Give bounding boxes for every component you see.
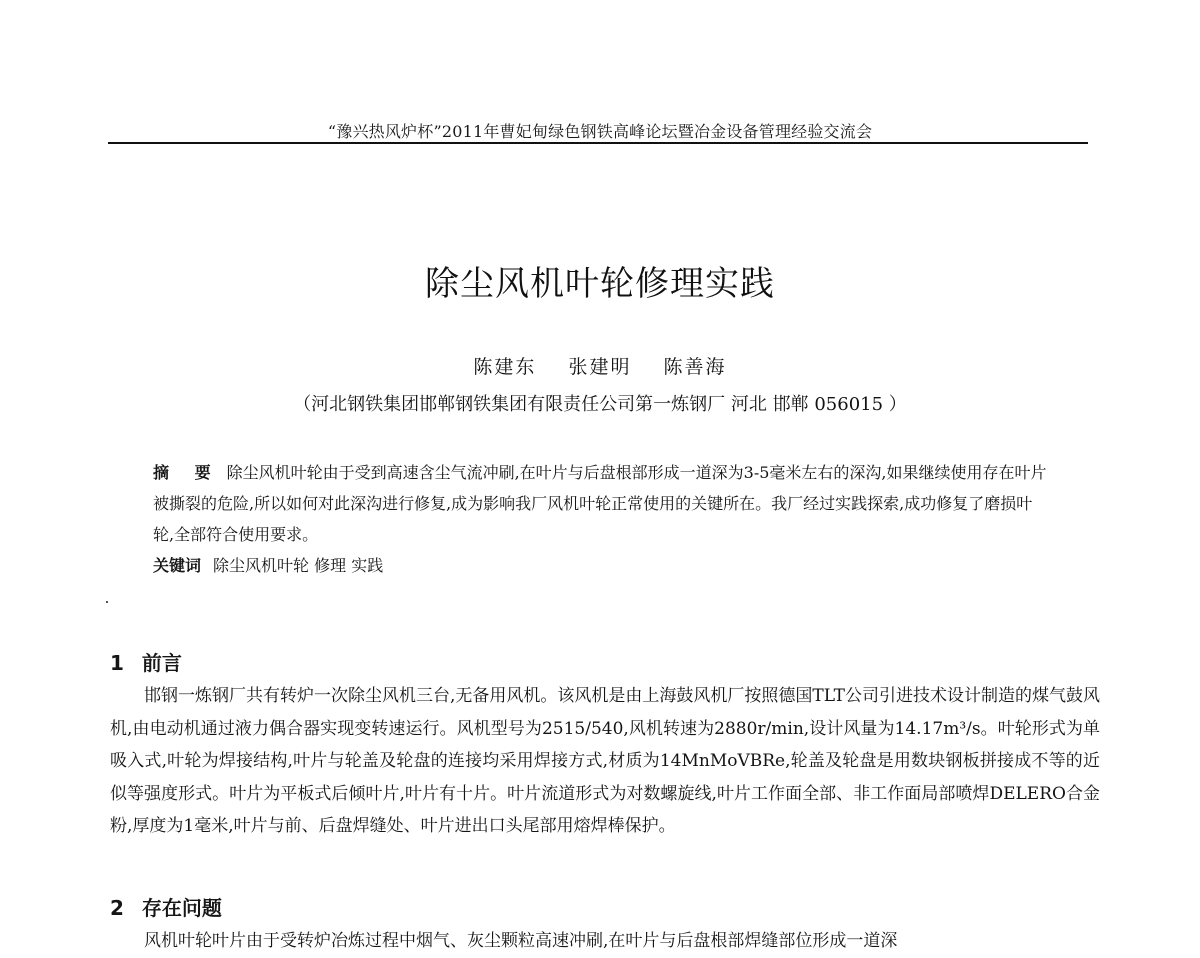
section-number: 2 — [110, 896, 124, 920]
section-number: 1 — [110, 651, 124, 675]
keywords-text: 除尘风机叶轮 修理 实践 — [213, 556, 384, 575]
section-title: 存在问题 — [141, 896, 222, 920]
abstract-block — [153, 457, 1053, 581]
header-rule — [108, 142, 1088, 144]
paper-title: 除尘风机叶轮修理实践 — [425, 264, 775, 304]
abstract-paragraph — [153, 457, 1053, 550]
author-list — [0, 352, 1200, 379]
keywords-line — [153, 550, 1053, 581]
scan-speck — [106, 601, 108, 603]
author-name: 陈善海 — [663, 356, 727, 378]
affiliation: （河北钢铁集团邯郸钢铁集团有限责任公司第一炼钢厂 河北 邯郸 056015 ） — [293, 394, 907, 415]
section-heading — [110, 646, 1100, 680]
section-title: 前言 — [141, 651, 182, 675]
running-header: “豫兴热风炉杯”2011年曹妃甸绿色钢铁高峰论坛暨冶金设备管理经验交流会 — [327, 122, 873, 141]
abstract-text: 除尘风机叶轮由于受到高速含尘气流冲刷,在叶片与后盘根部形成一道深为3-5毫米左右的深沟,如果继续使用存在叶片被撕裂的危险,所以如何对此深沟进行修复,成为影响我厂风机叶轮正常使用的关键所在。我厂经过实践探索,成功修复了磨损叶轮,全部符合使用要求。 — [153, 463, 1047, 544]
section-problem — [110, 891, 1100, 958]
abstract-label: 摘 要 — [153, 463, 221, 482]
keywords-label: 关键词 — [153, 556, 202, 575]
section-body: 邯钢一炼钢厂共有转炉一次除尘风机三台,无备用风机。该风机是由上海鼓风机厂按照德国TLT公司引进技术设计制造的煤气鼓风机,由电动机通过液力偶合器实现变转速运行。风机型号为2515/540,风机转速为2880r/min,设计风量为14.17m³/s。叶轮形式为单吸入式,叶轮为焊接结构,叶片与轮盖及轮盘的连接均采用焊接方式,材质为14MnMoVBRe,轮盖及轮盘是用数块钢板拼接成不等的近似等强度形式。叶片为平板式后倾叶片,叶片有十片。叶片流道形式为对数螺旋线,叶片工作面全部、非工作面局部喷焊DELERO合金粉,厚度为1毫米,叶片与前、后盘焊缝处、叶片进出口头尾部用熔焊棒保护。 — [110, 686, 1100, 836]
section-body: 风机叶轮叶片由于受转炉冶炼过程中烟气、灰尘颗粒高速冲刷,在叶片与后盘根部焊缝部位形成一道深 — [144, 931, 898, 951]
section-heading — [110, 891, 1100, 925]
author-name: 张建明 — [568, 356, 632, 378]
section-introduction — [110, 646, 1100, 843]
author-name: 陈建东 — [473, 356, 537, 378]
